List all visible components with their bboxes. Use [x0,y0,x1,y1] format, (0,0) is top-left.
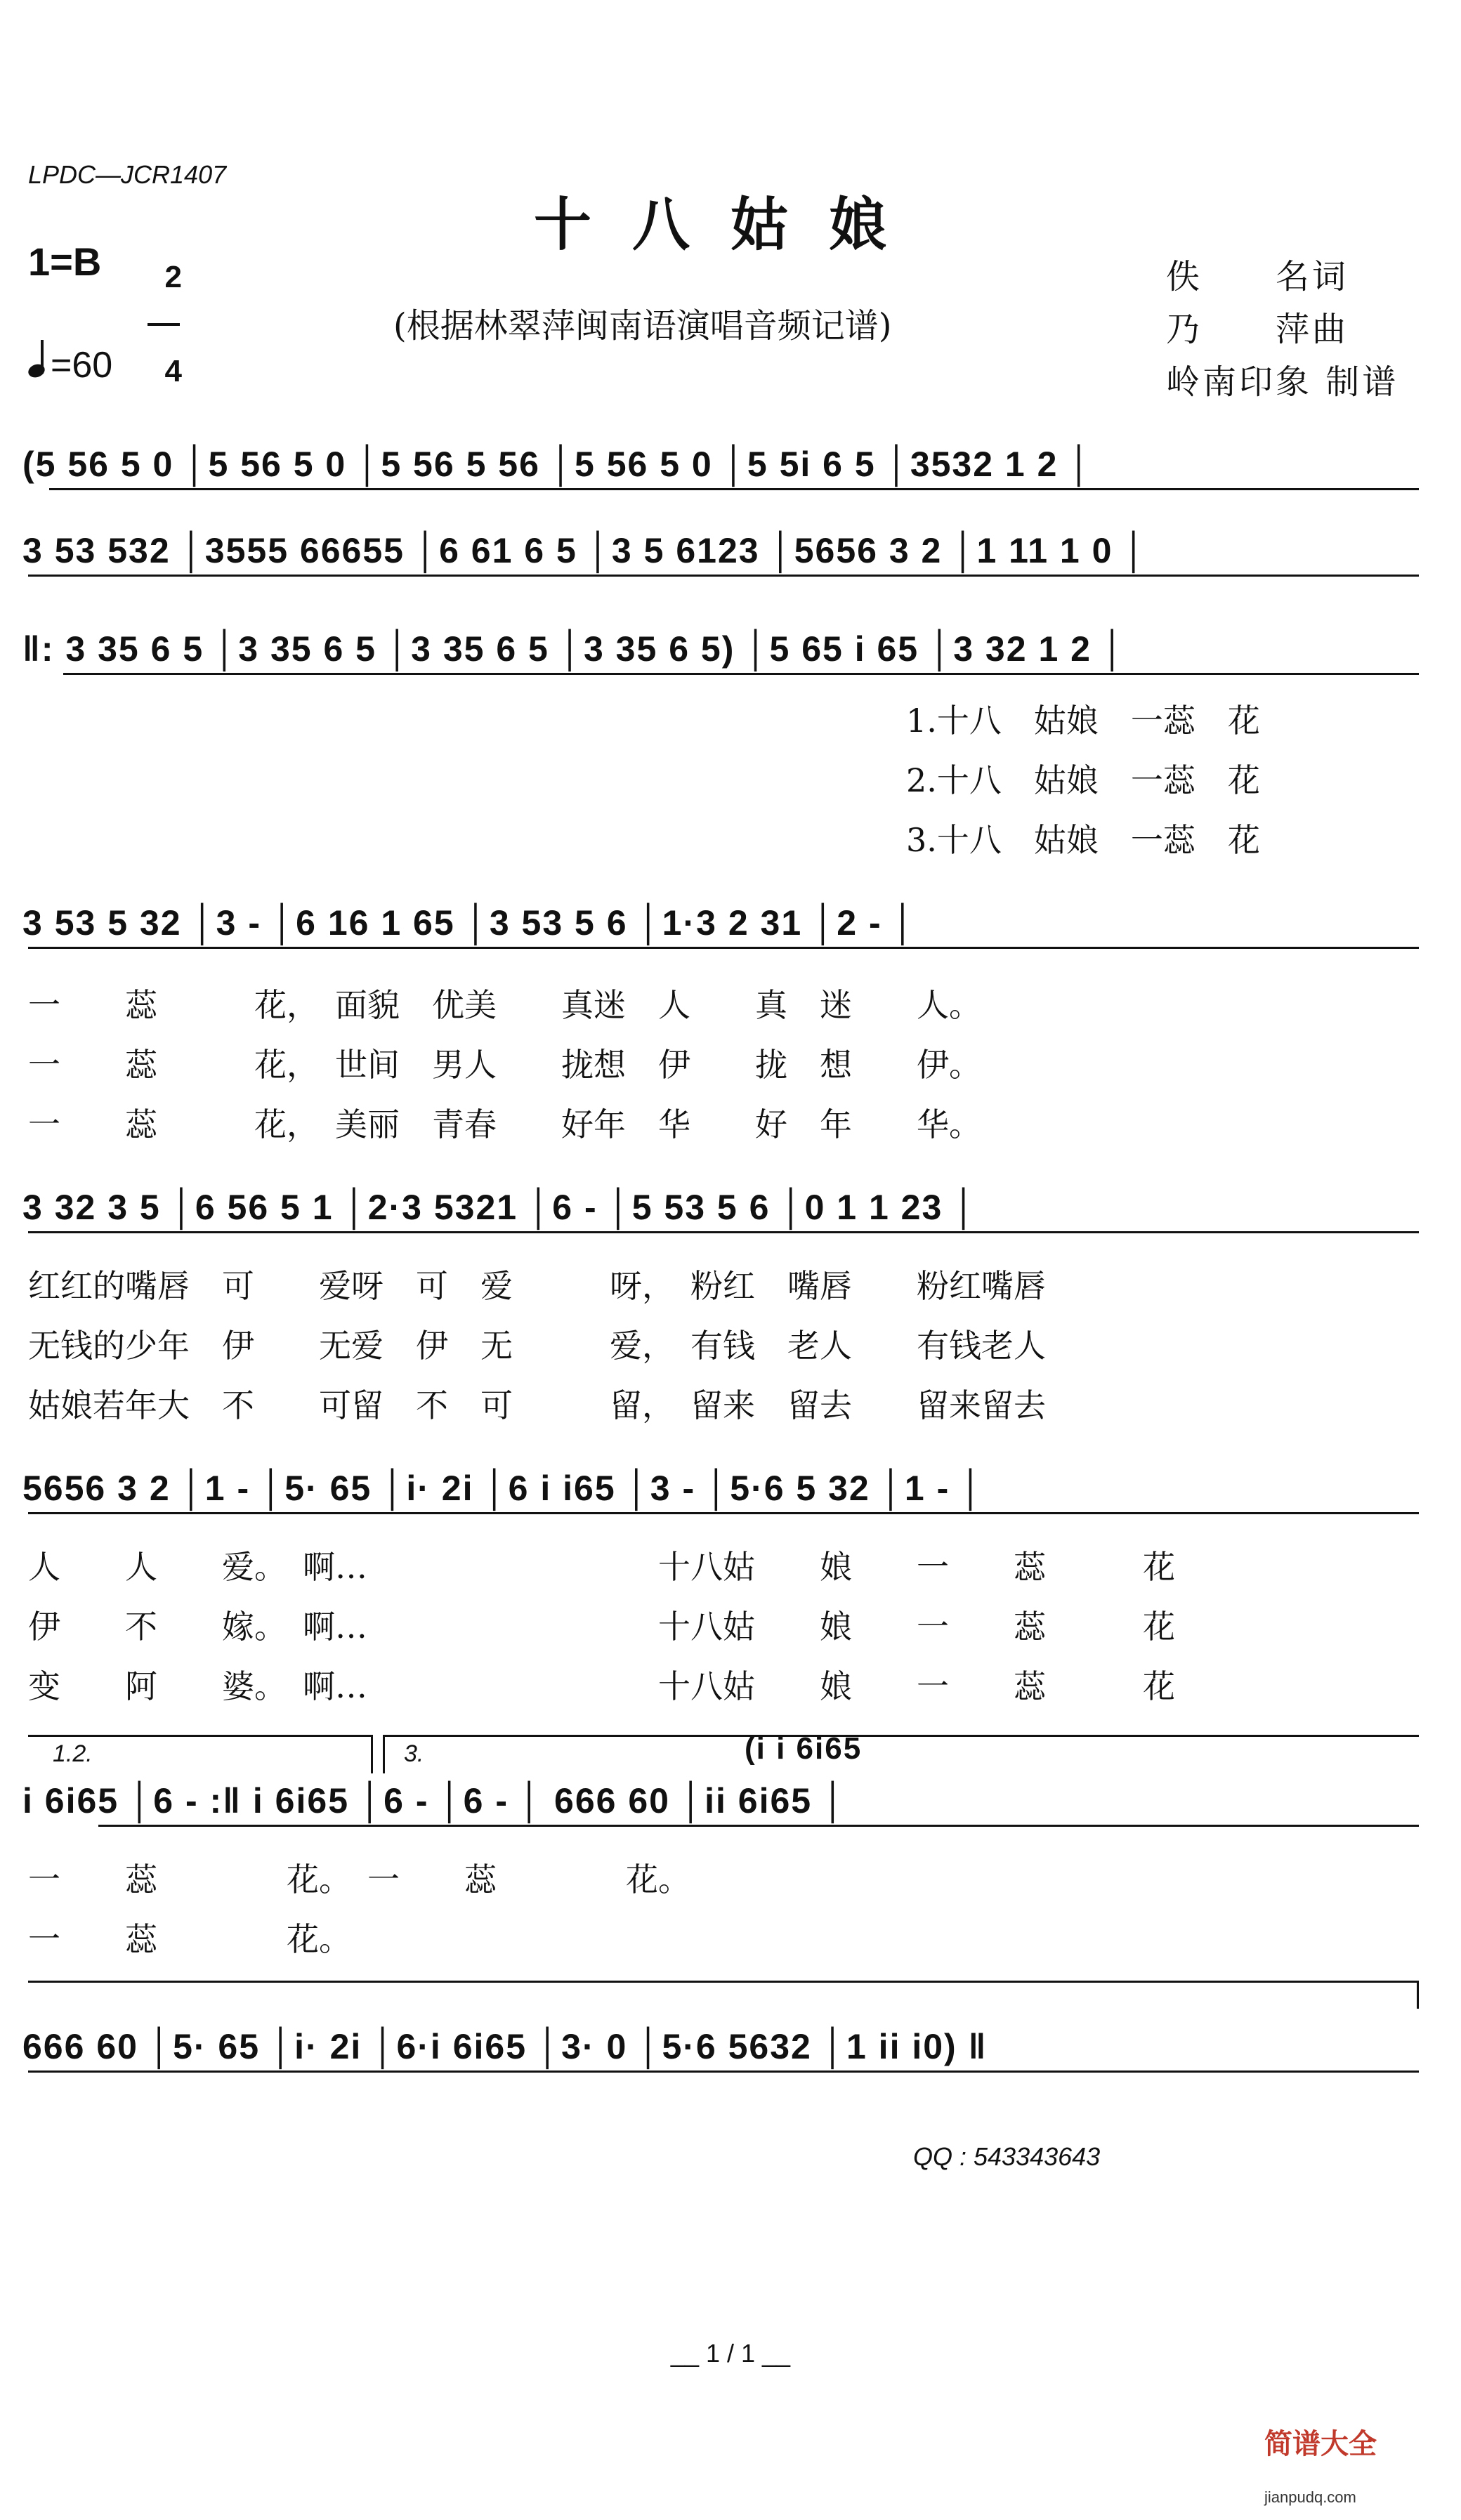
beam-line-5 [28,1231,1419,1233]
time-signature [148,233,180,386]
quarter-note-icon [27,362,47,379]
staff-line-6: 5656 3 2 │1 - │5· 65 │i· 2i │6 i i65 │3 - │5·6 5 32 │1 - │ [22,1469,985,1508]
site-logo [1264,2395,1447,2506]
verse-2-intro-lyrics: 2.十八 姑娘 一蕊 花 [906,761,1260,799]
key-signature: 1=B [28,239,102,284]
contact-qq: QQ : 543343643 [913,2142,1101,2171]
beam-line-7 [98,1825,1419,1827]
song-subtitle: (根据林翠萍闽南语演唱音频记谱) [393,306,892,346]
beam-line-8 [28,2071,1419,2073]
staff-line-8: 666 60 │5· 65 │i· 2i │6·i 6i65 │3· 0 │5·6 5632 │1 ii i0) ‖ [22,2027,988,2066]
lyrics-block1-verse1: 一 蕊 花， 面貌 优美 真迷 人 真 迷 人。 [28,986,981,1024]
volta-label-third: 3. [404,1740,424,1767]
score-code: LPDC—JCR1407 [28,160,227,189]
page-number: __ 1 / 1 __ [670,2339,791,2368]
staff-line-7: i 6i65 │6 - :‖ i 6i65 │6 - │6 - │ 666 60 │ii 6i65 │ [22,1781,847,1820]
lyrics-block1-verse2: 一 蕊 花， 世间 男人 拢想 伊 拢 想 伊。 [28,1046,981,1084]
coda-separator-end [1417,1981,1419,2009]
lyrics-block2-verse1: 红红的嘴唇 可 爱呀 可 爱 呀， 粉红 嘴唇 粉红嘴唇 [28,1267,1046,1305]
logo-url-text: jianpudq.com [1264,2488,1356,2506]
volta-bracket-third-start [383,1735,385,1773]
song-title: 十八姑娘 [533,191,927,258]
beam-line-3 [63,673,1419,675]
quarter-note-stem [41,340,44,374]
verse-1-intro-lyrics: 1.十八 姑娘 一蕊 花 [906,702,1260,740]
lyrics-block4-line1: 一 蕊 花。 一 蕊 花。 [28,1861,690,1898]
arranger-credit: 岭南印象 制谱 [1166,362,1399,402]
staff-line-2: 3 53 532 │3555 66655 │6 61 6 5 │3 5 6123 │5656 3 2 │1 11 1 0 │ [22,531,1148,570]
staff-line-3: ‖: 3 35 6 5 │3 35 6 5 │3 35 6 5 │3 35 6 5) │5 65 i 65 │3 32 1 2 │ [22,629,1127,669]
beam-line-6 [28,1512,1419,1514]
beam-line-1 [49,488,1419,490]
staff-line-5: 3 32 3 5 │6 56 5 1 │2·3 5321 │6 - │5 53 5 6 │0 1 1 23 │ [22,1188,978,1227]
volta-label-first: 1.2. [53,1740,93,1767]
lyrics-block4-line2: 一 蕊 花。 [28,1920,351,1958]
staff-line-1: (5 56 5 0 │5 56 5 0 │5 56 5 56 │5 56 5 0 │5 5i 6 5 │3532 1 2 │ [22,445,1093,484]
lyrics-block1-verse3: 一 蕊 花， 美丽 青春 好年 华 好 年 华。 [28,1105,981,1143]
time-signature-line [148,323,180,326]
volta-bracket-first [28,1735,372,1737]
coda-separator [28,1981,1419,1983]
verse-3-intro-lyrics: 3.十八 姑娘 一蕊 花 [906,821,1260,859]
lyrics-block3-verse1: 人 人 爱。 啊… 十八姑 娘 一 蕊 花 [28,1548,1175,1586]
lyricist-credit: 佚 名词 [1166,257,1349,296]
beam-line-4 [28,947,1419,949]
lyrics-block3-verse3: 变 阿 婆。 啊… 十八姑 娘 一 蕊 花 [28,1667,1175,1705]
lyrics-block2-verse2: 无钱的少年 伊 无爱 伊 无 爱， 有钱 老人 有钱老人 [28,1327,1046,1365]
volta-bracket-first-end [371,1735,373,1773]
staff-line-4: 3 53 5 32 │3 - │6 16 1 65 │3 53 5 6 │1·3 2 31 │2 - │ [22,903,917,943]
lyrics-block3-verse2: 伊 不 嫁。 啊… 十八姑 娘 一 蕊 花 [28,1608,1175,1646]
time-signature-top: 2 [164,260,182,294]
time-signature-bottom: 4 [164,354,182,388]
ending-upper-voice: (i i 6i65 [745,1731,863,1766]
tempo-value: =60 [51,345,113,386]
composer-credit: 乃 萍曲 [1166,310,1349,349]
lyrics-block2-verse3: 姑娘若年大 不 可留 不 可 留， 留来 留去 留来留去 [28,1386,1046,1424]
logo-main-text: 简谱大全 [1264,2428,1377,2460]
beam-line-2 [28,575,1419,577]
